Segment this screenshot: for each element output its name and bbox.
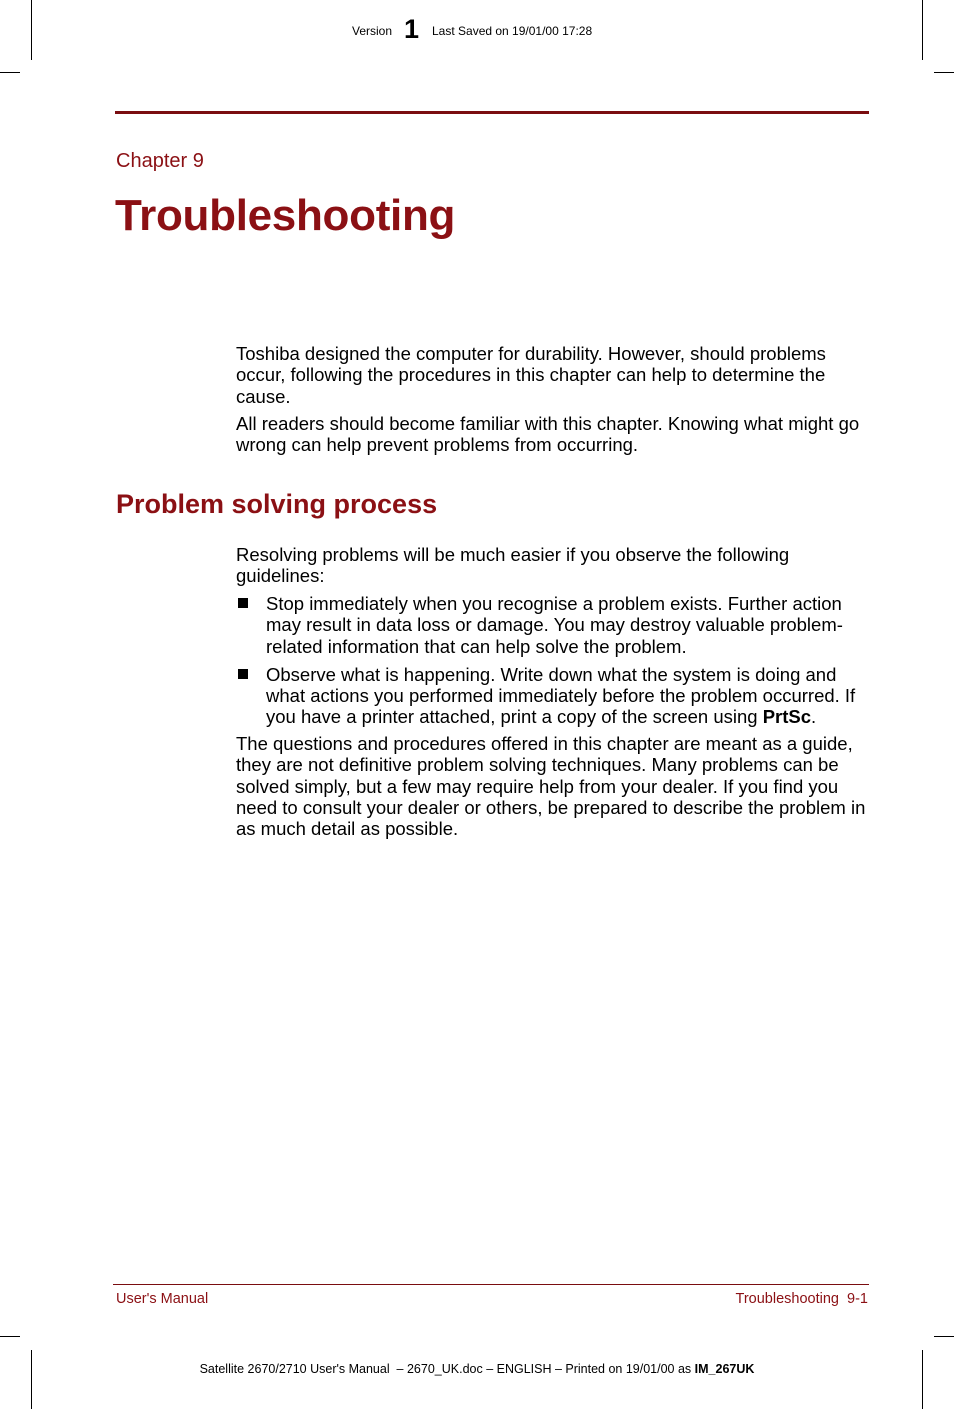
square-bullet-icon bbox=[238, 669, 248, 679]
top-rule bbox=[115, 111, 869, 114]
crop-mark bbox=[934, 1336, 954, 1337]
section-heading: Problem solving process bbox=[116, 489, 438, 519]
list-item-text: Stop immediately when you recognise a problem exists. Further action may result in data loss or damage. You may destroy valuable problem-related information that can help solve the problem. bbox=[266, 593, 843, 657]
print-info-text: Satellite 2670/2710 User's Manual – 2670_UK.doc – ENGLISH – Printed on 19/01/00 as bbox=[199, 1362, 695, 1376]
square-bullet-icon bbox=[238, 598, 248, 608]
crop-mark bbox=[922, 1350, 923, 1409]
closing-paragraph: The questions and procedures offered in this chapter are meant as a guide, they are not definitive problem solving techniques. Many problems can be solved simply, but a few may require help from your dealer. If you find you need to consult your dealer or others, be prepared to describe the problem in as much detail as possible. bbox=[236, 733, 866, 840]
list-item bbox=[236, 593, 868, 657]
footer-page-number: Troubleshooting 9-1 bbox=[735, 1291, 868, 1307]
version-number: 1 bbox=[404, 14, 420, 44]
crop-mark bbox=[0, 1336, 20, 1337]
footer-manual-name: User's Manual bbox=[116, 1291, 209, 1307]
footer-rule bbox=[113, 1284, 869, 1285]
key-name: PrtSc bbox=[762, 706, 812, 728]
version-label: Version bbox=[352, 24, 393, 38]
print-code: IM_267UK bbox=[694, 1362, 755, 1376]
intro-paragraph-1: Toshiba designed the computer for durability. However, should problems occur, following the procedures in this chapter can help to determine the cause. bbox=[236, 343, 826, 407]
list-item bbox=[236, 664, 868, 728]
chapter-label: Chapter 9 bbox=[116, 150, 204, 172]
crop-mark bbox=[934, 72, 954, 73]
list-item-text: Observe what is happening. Write down what the system is doing and what actions you performed immediately before the problem occurred. If you have a printer attached, print a copy of the screen using bbox=[266, 663, 856, 728]
crop-mark bbox=[0, 72, 20, 73]
guidelines-list bbox=[236, 593, 868, 735]
crop-mark bbox=[31, 1350, 32, 1409]
section-lead: Resolving problems will be much easier if you observe the following guidelines: bbox=[236, 544, 790, 587]
last-saved: Last Saved on 19/01/00 17:28 bbox=[432, 24, 593, 38]
intro-paragraph-2: All readers should become familiar with this chapter. Knowing what might go wrong can help prevent problems from occurring. bbox=[236, 413, 860, 456]
print-info bbox=[0, 1362, 954, 1376]
page-title: Troubleshooting bbox=[115, 191, 456, 240]
list-item-text-end: . bbox=[811, 706, 817, 728]
page-header bbox=[0, 16, 954, 46]
